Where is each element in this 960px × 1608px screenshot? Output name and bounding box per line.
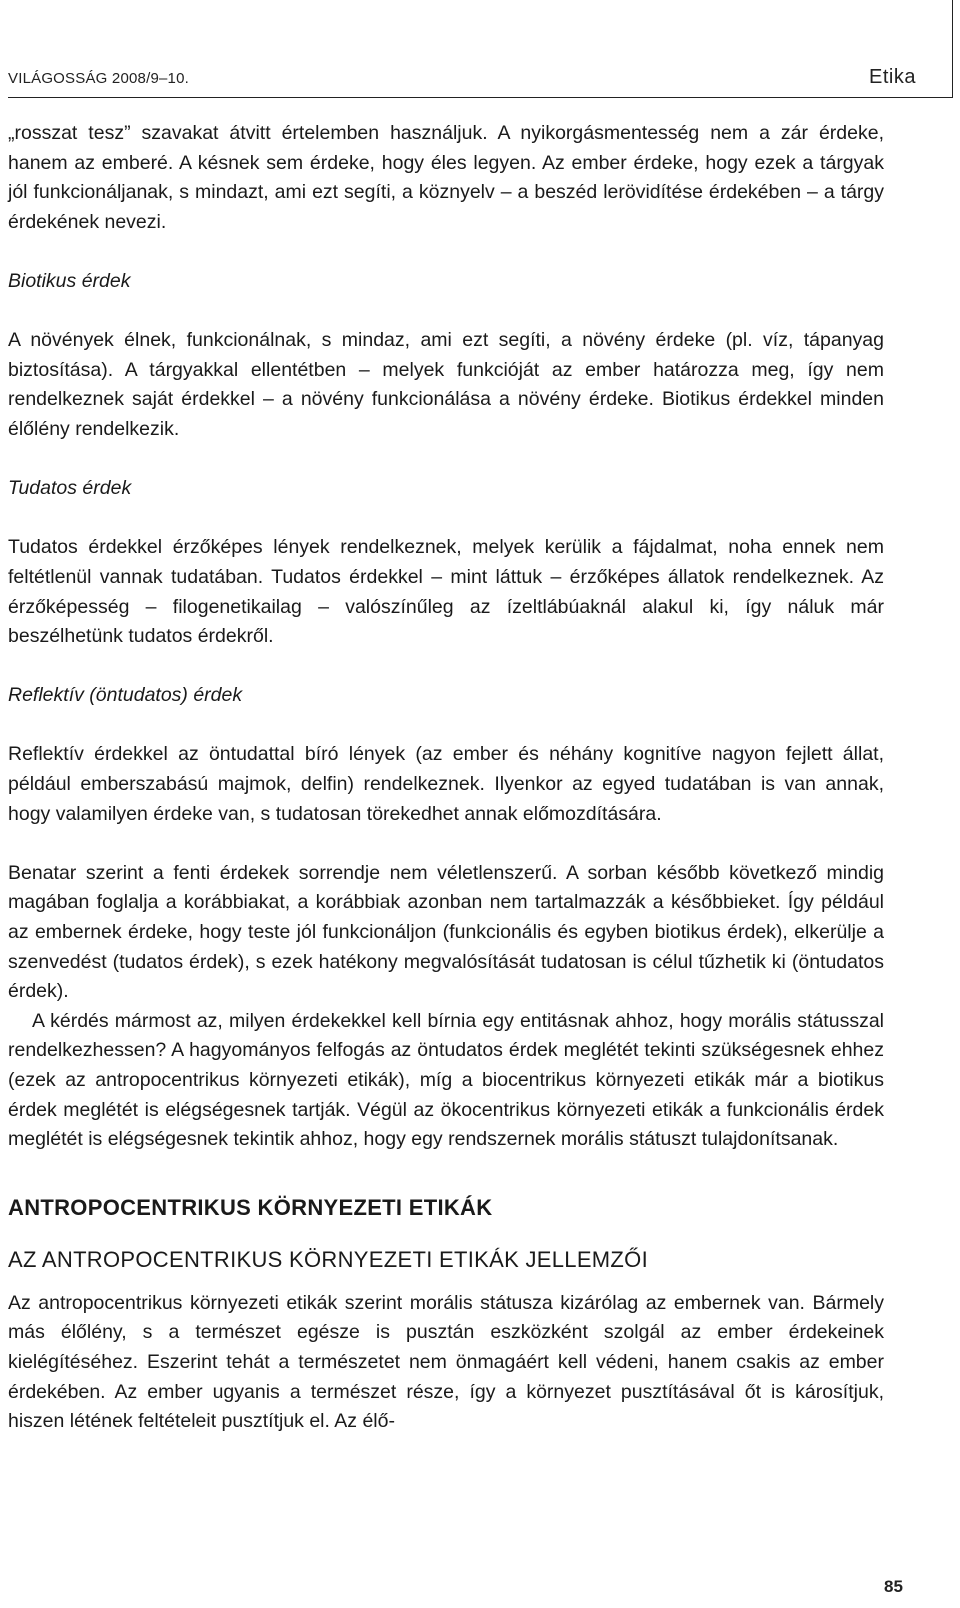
subheading-biotic: Biotikus érdek [8, 269, 131, 292]
subsection-heading: AZ ANTROPOCENTRIKUS KÖRNYEZETI ETIKÁK JELLEMZŐI [8, 1246, 648, 1272]
page-number: 85 [884, 1577, 903, 1596]
paragraph: „rosszat tesz” szavakat átvitt értelemben használjuk. A nyikorgásmentesség nem a zár érdeke, hanem az emberé. A késnek sem érdeke, hogy éles legyen. Az ember érdeke, hogy ezek a tárgyak jól funkcionáljanak, s mindazt, ami ezt segíti, a köznyelv – a beszéd lerövidítése érdekében – a tárgy érdekének nevezi. [8, 122, 884, 233]
section-title: Etika [869, 66, 916, 88]
paragraph: Benatar szerint a fenti érdekek sorrendje nem véletlenszerű. A sorban később következő mindig magában foglalja a korábbiakat, a korábbiak azonban nem tartalmazzák a későbbieket. Így például az embernek érdeke, hogy teste jól funkcionáljon (funkcionális és egyben biotikus érdek), elkerülje a szenvedést (tudatos érdek), s ezek hatékony megvalósítását tudatosan is célul tűzhetik ki (öntudatos érdek). [8, 861, 884, 1003]
subheading-conscious: Tudatos érdek [8, 477, 132, 500]
running-head [8, 66, 928, 96]
paragraph: A növények élnek, funkcionálnak, s mindaz, ami ezt segíti, a növény érdeke (pl. víz, tápanyag biztosítása). A tárgyakkal ellentétben – melyek funkcióját az ember határozza meg, így nem rendelkeznek saját érdekkel – a növény funkcionálása a növény érdeke. Biotikus érdekkel minden élőlény rendelkezik. [8, 329, 884, 440]
paragraph: Az antropocentrikus környezeti etikák szerint morális státusza kizárólag az embernek van. Bármely más élőlény, s a természet egésze is pusztán eszközként szolgál az ember érdekeinek kielégítéséhez. Eszerint tehát a természetet nem önmagáért kell védeni, hanem csakis az ember érdekében. Az ember ugyanis a természet része, így a környezet pusztításával őt is károsítjuk, hiszen létének feltételeit pusztítjuk el. Az élő- [8, 1291, 884, 1433]
header-corner-rule [952, 0, 953, 98]
paragraph: Reflektív érdekkel az öntudattal bíró lények (az ember és néhány kognitíve nagyon fejlett állat, például emberszabású majmok, delfin) rendelkeznek. Ilyenkor az egyed tudatában is van annak, hogy valamilyen érdeke van, s tudatosan törekedhet annak előmozdítására. [8, 743, 884, 825]
paragraph: Tudatos érdekkel érzőképes lények rendelkeznek, melyek kerülik a fájdalmat, noha ennek nem feltétlenül vannak tudatában. Tudatos érdekkel – mint láttuk – érzőképes állatok rendelkeznek. Az érzőképesség – filogenetikailag – valószínűleg az ízeltlábúaknál alakul ki, így náluk már beszélhetünk tudatos érdekről. [8, 536, 884, 648]
header-rule [8, 97, 953, 98]
journal-issue: VILÁGOSSÁG 2008/9–10. [8, 70, 189, 87]
subheading-reflective: Reflektív (öntudatos) érdek [8, 684, 243, 707]
paragraph: A kérdés mármost az, milyen érdekekkel kell bírnia egy entitásnak ahhoz, hogy morális státusszal rendelkezhessen? A hagyományos felfogás az öntudatos érdek meglétét tekinti szükségesnek ehhez (ezek az antropocentrikus környezeti etikák), míg a biocentrikus környezeti etikák már a biotikus érdek meglétét is elégségesnek tartják. Végül az ökocentrikus környezeti etikák a funkcionális érdek meglétét is elégségesnek tekintik ahhoz, hogy egy rendszernek morális státuszt tulajdonítsanak. [8, 1009, 884, 1151]
section-heading: ANTROPOCENTRIKUS KÖRNYEZETI ETIKÁK [8, 1194, 493, 1220]
article-body [8, 119, 884, 1437]
